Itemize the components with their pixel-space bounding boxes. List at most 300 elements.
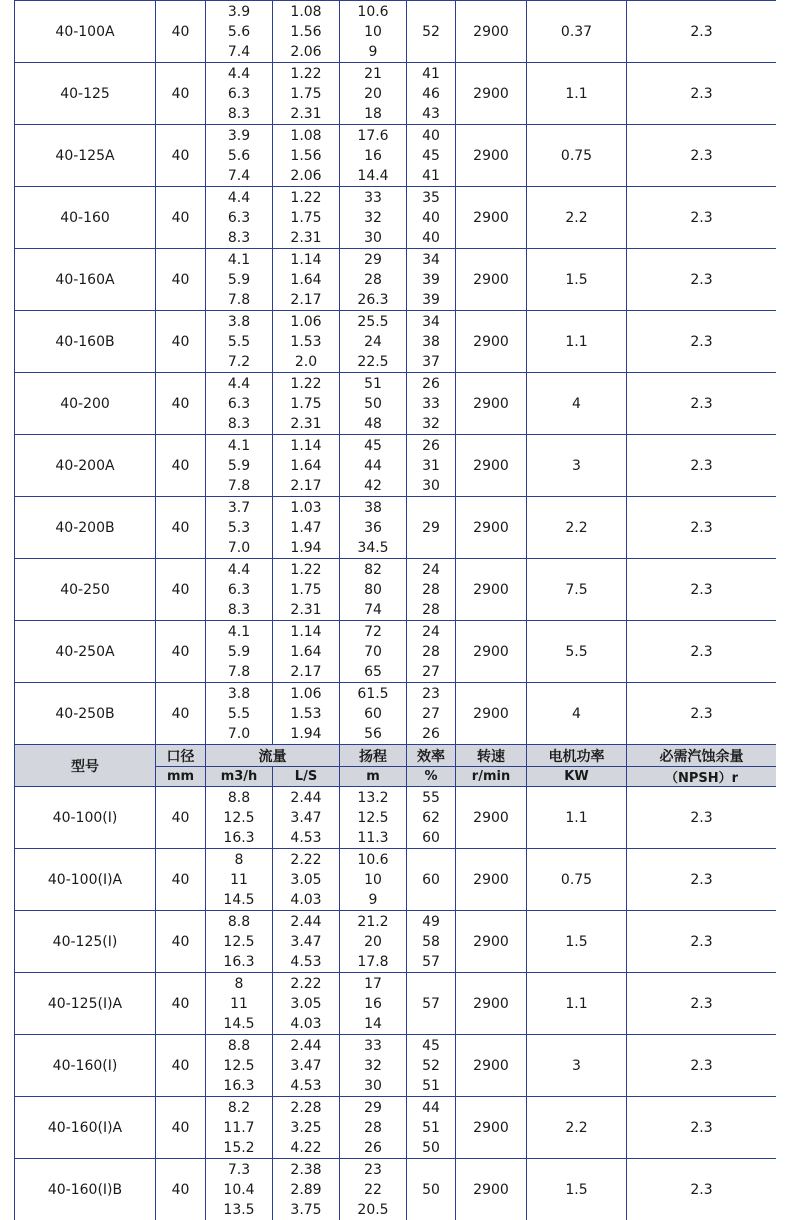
head-cell-value: 10.6: [357, 3, 389, 20]
flow-m3h-cell-value: 3.8: [227, 313, 251, 330]
flow-m3h-cell: [206, 973, 273, 1035]
flow-ls-cell: [273, 911, 340, 973]
flow-ls-cell-value: 2.17: [290, 477, 322, 494]
caliber-cell: 40: [156, 125, 206, 187]
head-cell: [340, 1, 407, 63]
flow-ls-cell: [273, 559, 340, 621]
npsh-cell: 2.3: [627, 373, 777, 435]
efficiency-cell: [407, 249, 456, 311]
head-cell-value: 28: [364, 1119, 382, 1136]
efficiency-cell-value: 55: [422, 789, 440, 806]
head-cell-value: 72: [364, 623, 382, 640]
header-npsh: 必需汽蚀余量: [627, 745, 777, 767]
head-cell-value: 34.5: [357, 539, 389, 556]
flow-ls-cell-value: 1.64: [290, 457, 322, 474]
flow-m3h-cell: [206, 373, 273, 435]
table-body-bottom: [15, 787, 777, 1220]
power-cell: 0.75: [527, 849, 627, 911]
speed-cell: 2900: [456, 1, 527, 63]
model-cell: 40-160B: [15, 311, 156, 373]
model-cell: 40-160A: [15, 249, 156, 311]
model-cell: 40-160(I): [15, 1035, 156, 1097]
head-cell: [340, 1159, 407, 1220]
header-flow: 流量: [206, 745, 340, 767]
table-row: [15, 311, 777, 373]
head-cell-value: 60: [364, 705, 382, 722]
flow-m3h-cell-value: 16.3: [223, 953, 255, 970]
efficiency-cell-value: 43: [422, 105, 440, 122]
model-cell: 40-100A: [15, 1, 156, 63]
flow-ls-cell: [273, 621, 340, 683]
head-cell-value: 26: [364, 1139, 382, 1156]
efficiency-cell: [407, 1, 456, 63]
flow-ls-cell-value: 2.89: [290, 1181, 322, 1198]
caliber-cell: 40: [156, 683, 206, 745]
npsh-cell: 2.3: [627, 787, 777, 849]
efficiency-cell-value: 39: [422, 291, 440, 308]
unit-head: m: [340, 767, 407, 787]
flow-ls-cell-value: 2.0: [294, 353, 318, 370]
flow-ls-cell-value: 3.47: [290, 1057, 322, 1074]
speed-cell: 2900: [456, 849, 527, 911]
unit-efficiency: %: [407, 767, 456, 787]
unit-flow-ls: L/S: [273, 767, 340, 787]
head-cell-value: 16: [364, 995, 382, 1012]
efficiency-cell-value: 45: [422, 1037, 440, 1054]
head-cell-value: 14.4: [357, 167, 389, 184]
speed-cell: 2900: [456, 373, 527, 435]
flow-ls-cell: [273, 435, 340, 497]
npsh-cell: 2.3: [627, 849, 777, 911]
efficiency-cell-value: 34: [422, 313, 440, 330]
flow-ls-cell-value: 1.75: [290, 209, 322, 226]
efficiency-cell-value: 26: [422, 375, 440, 392]
power-cell: 0.37: [527, 1, 627, 63]
power-cell: 0.75: [527, 125, 627, 187]
head-cell-value: 56: [364, 725, 382, 742]
flow-ls-cell-value: 1.22: [290, 375, 322, 392]
efficiency-cell-value: 24: [422, 561, 440, 578]
efficiency-cell-value: 26: [422, 437, 440, 454]
flow-ls-cell-value: 2.17: [290, 663, 322, 680]
caliber-cell: 40: [156, 1097, 206, 1159]
flow-m3h-cell-value: 12.5: [223, 809, 255, 826]
table-row: [15, 1035, 777, 1097]
flow-m3h-cell-value: 6.3: [227, 85, 251, 102]
efficiency-cell-value: 49: [422, 913, 440, 930]
head-cell: [340, 497, 407, 559]
head-cell-value: 13.2: [357, 789, 389, 806]
npsh-cell: 2.3: [627, 497, 777, 559]
flow-m3h-cell-value: 3.8: [227, 685, 251, 702]
flow-m3h-cell-value: 3.9: [227, 127, 251, 144]
model-cell: 40-250A: [15, 621, 156, 683]
flow-ls-cell: [273, 311, 340, 373]
npsh-cell: 2.3: [627, 63, 777, 125]
speed-cell: 2900: [456, 559, 527, 621]
caliber-cell: 40: [156, 621, 206, 683]
flow-m3h-cell: [206, 311, 273, 373]
npsh-cell: 2.3: [627, 187, 777, 249]
model-cell: 40-200B: [15, 497, 156, 559]
flow-ls-cell-value: 1.94: [290, 539, 322, 556]
head-cell: [340, 249, 407, 311]
flow-m3h-cell-value: 7.8: [227, 291, 251, 308]
flow-ls-cell-value: 1.75: [290, 85, 322, 102]
efficiency-cell-value: 28: [422, 643, 440, 660]
head-cell-value: 32: [364, 209, 382, 226]
efficiency-cell-value: 45: [422, 147, 440, 164]
unit-npsh: （NPSH）r: [627, 767, 777, 787]
flow-m3h-cell: [206, 559, 273, 621]
flow-ls-cell: [273, 125, 340, 187]
caliber-cell: 40: [156, 497, 206, 559]
flow-m3h-cell-value: 7.3: [227, 1161, 251, 1178]
flow-ls-cell-value: 3.75: [290, 1201, 322, 1218]
flow-m3h-cell-value: 12.5: [223, 933, 255, 950]
flow-m3h-cell: [206, 911, 273, 973]
model-cell: 40-125A: [15, 125, 156, 187]
flow-m3h-cell-value: 11.7: [223, 1119, 255, 1136]
efficiency-cell-value: 58: [422, 933, 440, 950]
npsh-cell: 2.3: [627, 911, 777, 973]
efficiency-cell: [407, 497, 456, 559]
efficiency-cell-value: 41: [422, 65, 440, 82]
table-row: [15, 249, 777, 311]
power-cell: 4: [527, 683, 627, 745]
power-cell: 2.2: [527, 497, 627, 559]
head-cell-value: 29: [364, 251, 382, 268]
flow-m3h-cell: [206, 683, 273, 745]
head-cell: [340, 1097, 407, 1159]
head-cell-value: 48: [364, 415, 382, 432]
efficiency-cell: [407, 849, 456, 911]
flow-m3h-cell-value: 16.3: [223, 1077, 255, 1094]
power-cell: 1.5: [527, 249, 627, 311]
table-row: [15, 187, 777, 249]
unit-flow-m3h: m3/h: [206, 767, 273, 787]
caliber-cell: 40: [156, 435, 206, 497]
head-cell-value: 20: [364, 85, 382, 102]
table-row: [15, 435, 777, 497]
speed-cell: 2900: [456, 187, 527, 249]
head-cell-value: 21: [364, 65, 382, 82]
flow-m3h-cell-value: 4.4: [227, 375, 251, 392]
efficiency-cell-value: 32: [422, 415, 440, 432]
efficiency-cell-value: 28: [422, 581, 440, 598]
flow-ls-cell: [273, 63, 340, 125]
head-cell-value: 65: [364, 663, 382, 680]
power-cell: 1.1: [527, 311, 627, 373]
efficiency-cell-value: 40: [422, 209, 440, 226]
flow-m3h-cell-value: 7.0: [227, 725, 251, 742]
speed-cell: 2900: [456, 435, 527, 497]
efficiency-cell-value: 50: [422, 1139, 440, 1156]
flow-m3h-cell-value: 8.3: [227, 415, 251, 432]
efficiency-cell: [407, 621, 456, 683]
efficiency-cell-value: 51: [422, 1077, 440, 1094]
caliber-cell: 40: [156, 849, 206, 911]
head-cell-value: 16: [364, 147, 382, 164]
head-cell-value: 30: [364, 1077, 382, 1094]
model-cell: 40-125(I): [15, 911, 156, 973]
flow-m3h-cell-value: 7.0: [227, 539, 251, 556]
unit-power: KW: [527, 767, 627, 787]
head-cell-value: 36: [364, 519, 382, 536]
flow-ls-cell: [273, 187, 340, 249]
unit-caliber: mm: [156, 767, 206, 787]
table-row: [15, 373, 777, 435]
head-cell-value: 20.5: [357, 1201, 389, 1218]
table-row: [15, 973, 777, 1035]
flow-m3h-cell-value: 3.7: [227, 499, 251, 516]
flow-ls-cell-value: 2.28: [290, 1099, 322, 1116]
efficiency-cell-value: 57: [422, 953, 440, 970]
head-cell: [340, 787, 407, 849]
model-cell: 40-250B: [15, 683, 156, 745]
flow-ls-cell-value: 2.44: [290, 1037, 322, 1054]
flow-m3h-cell-value: 7.8: [227, 477, 251, 494]
table-row: [15, 125, 777, 187]
speed-cell: 2900: [456, 683, 527, 745]
npsh-cell: 2.3: [627, 621, 777, 683]
head-cell-value: 33: [364, 1037, 382, 1054]
flow-ls-cell-value: 2.17: [290, 291, 322, 308]
power-cell: 1.1: [527, 787, 627, 849]
table-row: [15, 1159, 777, 1220]
efficiency-cell-value: 39: [422, 271, 440, 288]
head-cell-value: 26.3: [357, 291, 389, 308]
flow-ls-cell-value: 1.22: [290, 65, 322, 82]
flow-m3h-cell-value: 5.5: [227, 705, 251, 722]
flow-m3h-cell-value: 4.4: [227, 189, 251, 206]
flow-m3h-cell: [206, 849, 273, 911]
head-cell-value: 74: [364, 601, 382, 618]
head-cell-value: 38: [364, 499, 382, 516]
flow-m3h-cell-value: 11: [230, 871, 248, 888]
model-cell: 40-100(I)A: [15, 849, 156, 911]
head-cell-value: 82: [364, 561, 382, 578]
speed-cell: 2900: [456, 911, 527, 973]
head-cell-value: 24: [364, 333, 382, 350]
model-cell: 40-125(I)A: [15, 973, 156, 1035]
flow-m3h-cell-value: 8.2: [227, 1099, 251, 1116]
efficiency-cell-value: 52: [422, 1057, 440, 1074]
efficiency-cell: [407, 559, 456, 621]
flow-ls-cell-value: 2.31: [290, 105, 322, 122]
head-cell: [340, 621, 407, 683]
speed-cell: 2900: [456, 311, 527, 373]
head-cell: [340, 973, 407, 1035]
flow-ls-cell-value: 1.56: [290, 147, 322, 164]
npsh-cell: 2.3: [627, 1, 777, 63]
flow-ls-cell-value: 1.53: [290, 705, 322, 722]
flow-m3h-cell-value: 7.8: [227, 663, 251, 680]
caliber-cell: 40: [156, 1, 206, 63]
flow-ls-cell: [273, 1, 340, 63]
efficiency-cell-value: 33: [422, 395, 440, 412]
head-cell: [340, 187, 407, 249]
efficiency-cell-value: 52: [422, 23, 440, 40]
efficiency-cell-value: 29: [422, 519, 440, 536]
flow-ls-cell-value: 1.14: [290, 623, 322, 640]
flow-m3h-cell-value: 8: [234, 975, 244, 992]
head-cell-value: 18: [364, 105, 382, 122]
flow-m3h-cell-value: 8.3: [227, 229, 251, 246]
efficiency-cell: [407, 187, 456, 249]
flow-ls-cell: [273, 249, 340, 311]
head-cell: [340, 125, 407, 187]
flow-ls-cell-value: 1.22: [290, 561, 322, 578]
flow-ls-cell-value: 2.38: [290, 1161, 322, 1178]
efficiency-cell: [407, 435, 456, 497]
caliber-cell: 40: [156, 1035, 206, 1097]
efficiency-cell: [407, 787, 456, 849]
flow-m3h-cell: [206, 125, 273, 187]
flow-m3h-cell: [206, 1035, 273, 1097]
flow-m3h-cell: [206, 1, 273, 63]
flow-ls-cell-value: 1.94: [290, 725, 322, 742]
efficiency-cell-value: 26: [422, 725, 440, 742]
flow-m3h-cell: [206, 1159, 273, 1220]
flow-ls-cell-value: 2.22: [290, 851, 322, 868]
model-cell: 40-100(I): [15, 787, 156, 849]
model-cell: 40-160: [15, 187, 156, 249]
speed-cell: 2900: [456, 973, 527, 1035]
efficiency-cell-value: 37: [422, 353, 440, 370]
efficiency-cell-value: 51: [422, 1119, 440, 1136]
npsh-cell: 2.3: [627, 1097, 777, 1159]
head-cell-value: 50: [364, 395, 382, 412]
table-row: [15, 683, 777, 745]
efficiency-cell-value: 46: [422, 85, 440, 102]
flow-ls-cell-value: 3.47: [290, 809, 322, 826]
caliber-cell: 40: [156, 63, 206, 125]
caliber-cell: 40: [156, 559, 206, 621]
model-cell: 40-125: [15, 63, 156, 125]
head-cell: [340, 849, 407, 911]
flow-m3h-cell: [206, 497, 273, 559]
model-cell: 40-160(I)A: [15, 1097, 156, 1159]
flow-m3h-cell-value: 4.4: [227, 561, 251, 578]
head-cell-value: 9: [368, 43, 378, 60]
flow-m3h-cell: [206, 621, 273, 683]
speed-cell: 2900: [456, 125, 527, 187]
efficiency-cell-value: 27: [422, 663, 440, 680]
efficiency-cell: [407, 973, 456, 1035]
power-cell: 1.5: [527, 1159, 627, 1220]
power-cell: 2.2: [527, 187, 627, 249]
flow-ls-cell: [273, 497, 340, 559]
flow-m3h-cell-value: 13.5: [223, 1201, 255, 1218]
flow-ls-cell-value: 2.44: [290, 789, 322, 806]
flow-ls-cell-value: 1.47: [290, 519, 322, 536]
flow-m3h-cell-value: 8: [234, 851, 244, 868]
flow-ls-cell-value: 3.25: [290, 1119, 322, 1136]
table-row: [15, 787, 777, 849]
head-cell-value: 22: [364, 1181, 382, 1198]
flow-ls-cell: [273, 787, 340, 849]
flow-m3h-cell-value: 4.1: [227, 437, 251, 454]
flow-ls-cell-value: 4.22: [290, 1139, 322, 1156]
flow-ls-cell-value: 4.53: [290, 1077, 322, 1094]
head-cell-value: 33: [364, 189, 382, 206]
flow-m3h-cell-value: 16.3: [223, 829, 255, 846]
head-cell-value: 29: [364, 1099, 382, 1116]
table-row: [15, 1, 777, 63]
flow-m3h-cell: [206, 249, 273, 311]
model-cell: 40-200A: [15, 435, 156, 497]
head-cell-value: 70: [364, 643, 382, 660]
flow-ls-cell-value: 1.56: [290, 23, 322, 40]
power-cell: 1.1: [527, 63, 627, 125]
efficiency-cell-value: 44: [422, 1099, 440, 1116]
head-cell-value: 17.8: [357, 953, 389, 970]
head-cell-value: 10.6: [357, 851, 389, 868]
flow-ls-cell: [273, 373, 340, 435]
flow-m3h-cell-value: 5.9: [227, 643, 251, 660]
flow-m3h-cell-value: 5.9: [227, 271, 251, 288]
head-cell-value: 45: [364, 437, 382, 454]
head-cell-value: 9: [368, 891, 378, 908]
caliber-cell: 40: [156, 1159, 206, 1220]
head-cell-value: 10: [364, 871, 382, 888]
flow-m3h-cell-value: 6.3: [227, 209, 251, 226]
npsh-cell: 2.3: [627, 311, 777, 373]
head-cell-value: 51: [364, 375, 382, 392]
flow-ls-cell-value: 1.75: [290, 581, 322, 598]
caliber-cell: 40: [156, 787, 206, 849]
flow-ls-cell: [273, 849, 340, 911]
header-model: 型号: [15, 745, 156, 787]
head-cell-value: 80: [364, 581, 382, 598]
head-cell-value: 21.2: [357, 913, 389, 930]
power-cell: 1.5: [527, 911, 627, 973]
efficiency-cell: [407, 911, 456, 973]
head-cell-value: 25.5: [357, 313, 389, 330]
table-row: [15, 911, 777, 973]
caliber-cell: 40: [156, 249, 206, 311]
npsh-cell: 2.3: [627, 1035, 777, 1097]
flow-m3h-cell: [206, 435, 273, 497]
flow-ls-cell-value: 2.06: [290, 167, 322, 184]
head-cell: [340, 63, 407, 125]
caliber-cell: 40: [156, 911, 206, 973]
speed-cell: 2900: [456, 63, 527, 125]
npsh-cell: 2.3: [627, 559, 777, 621]
model-cell: 40-200: [15, 373, 156, 435]
power-cell: 3: [527, 1035, 627, 1097]
flow-m3h-cell-value: 4.4: [227, 65, 251, 82]
efficiency-cell: [407, 373, 456, 435]
flow-ls-cell-value: 1.53: [290, 333, 322, 350]
header-caliber: 口径: [156, 745, 206, 767]
efficiency-cell-value: 50: [422, 1181, 440, 1198]
head-cell-value: 14: [364, 1015, 382, 1032]
table-row: [15, 1097, 777, 1159]
speed-cell: 2900: [456, 787, 527, 849]
flow-ls-cell-value: 4.03: [290, 891, 322, 908]
efficiency-cell: [407, 1097, 456, 1159]
flow-ls-cell-value: 2.22: [290, 975, 322, 992]
efficiency-cell-value: 62: [422, 809, 440, 826]
flow-m3h-cell-value: 6.3: [227, 395, 251, 412]
flow-m3h-cell-value: 8.8: [227, 789, 251, 806]
npsh-cell: 2.3: [627, 249, 777, 311]
header-motor-power: 电机功率: [527, 745, 627, 767]
head-cell: [340, 559, 407, 621]
efficiency-cell-value: 35: [422, 189, 440, 206]
